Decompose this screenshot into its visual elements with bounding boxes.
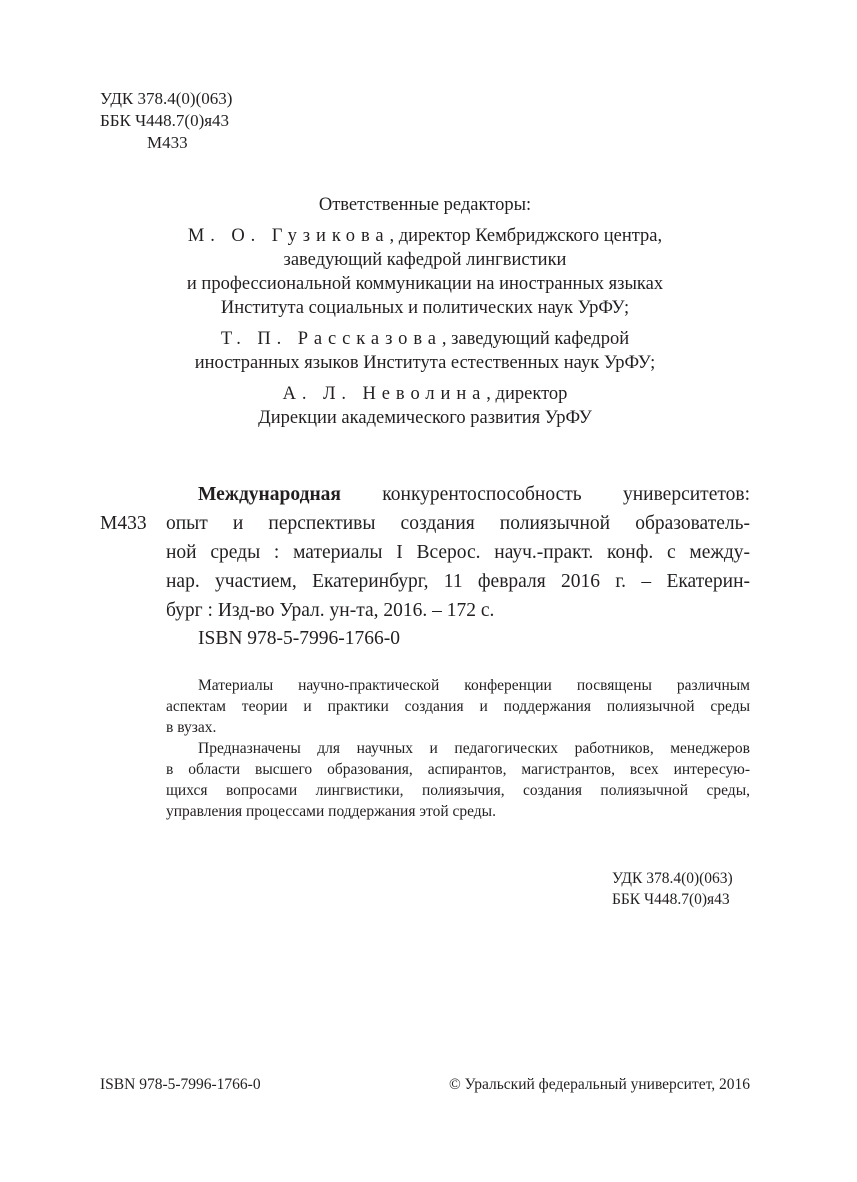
annotation [166,675,750,822]
editor-1-line-3: и профессиональной коммуникации на иностранных языках [186,274,664,294]
bib-line-2: опыт и перспективы создания полиязычной образователь- [166,513,750,534]
editor-1 [100,224,750,320]
editor-2-name: Т. П. Рассказова [220,329,442,349]
annot-p2-line-2: в области высшего образования, аспирантов, магистрантов, всех интересую- [166,761,750,778]
footer-copyright: © Уральский федеральный университет, 2016 [448,1076,750,1093]
annot-p1-line-1: Материалы научно-практической конференции посвящены различным [198,677,750,694]
editor-3 [100,382,750,430]
annot-p2-line-1: Предназначены для научных и педагогических работников, менеджеров [198,740,750,757]
editor-1-role: , директор Кембриджского центра, [389,226,663,246]
editor-2-line-1 [100,327,750,351]
editor-2-role: , заведующий кафедрой [441,329,630,349]
editor-2-line-2: иностранных языков Института естественных наук УрФУ; [194,353,656,373]
annot-p2-line-4: управления процессами поддержания этой среды. [166,803,496,820]
editor-3-name: А. Л. Неволина [282,384,487,404]
bib-line-4: нар. участием, Екатеринбург, 11 февраля 2016 г. – Екатерин- [166,571,750,592]
bib-line-3: ной среды : материалы I Всерос. науч.-практ. конф. с между- [166,542,750,563]
isbn-main: ISBN 978-5-7996-1766-0 [198,628,401,649]
bibliographic-cipher: М433 [100,513,147,534]
editors-block [100,193,750,430]
editors-heading: Ответственные редакторы: [318,195,532,215]
bbk-bottom: ББК Ч448.7(0)я43 [612,891,730,908]
annot-p1-line-2: аспектам теории и практики создания и поддержания полиязычной среды [166,698,750,715]
footer-isbn: ISBN 978-5-7996-1766-0 [100,1076,261,1093]
editor-3-line-2: Дирекции академического развития УрФУ [258,408,592,428]
author-mark-top: М433 [147,133,188,152]
annot-p2-line-3: щихся вопросами лингвистики, полиязычия, создания полиязычной среды, [166,782,750,799]
editor-3-role: , директор [486,384,568,404]
editor-1-name: М. О. Гузикова [187,226,390,246]
editor-2 [100,327,750,375]
bib-title-rest: конкурентоспособность университетов: [340,484,750,505]
udk-bottom: УДК 378.4(0)(063) [612,870,733,887]
bbk-top: ББК Ч448.7(0)я43 [100,111,230,130]
editor-1-line-4: Института социальных и политических наук УрФУ; [220,298,630,318]
udk-top: УДК 378.4(0)(063) [100,89,233,108]
editor-1-line-1 [100,224,750,248]
editor-3-line-1 [100,382,750,406]
bib-line-1 [166,480,750,509]
bib-line-5: бург : Изд-во Урал. ун-та, 2016. – 172 с. [166,600,495,621]
classification-bottom [612,868,733,910]
bib-title-bold: Международная [198,484,341,505]
annot-p1-line-3: в вузах. [166,719,217,736]
editor-1-line-2: заведующий кафедрой лингвистики [283,250,567,270]
bibliographic-description [166,480,750,625]
